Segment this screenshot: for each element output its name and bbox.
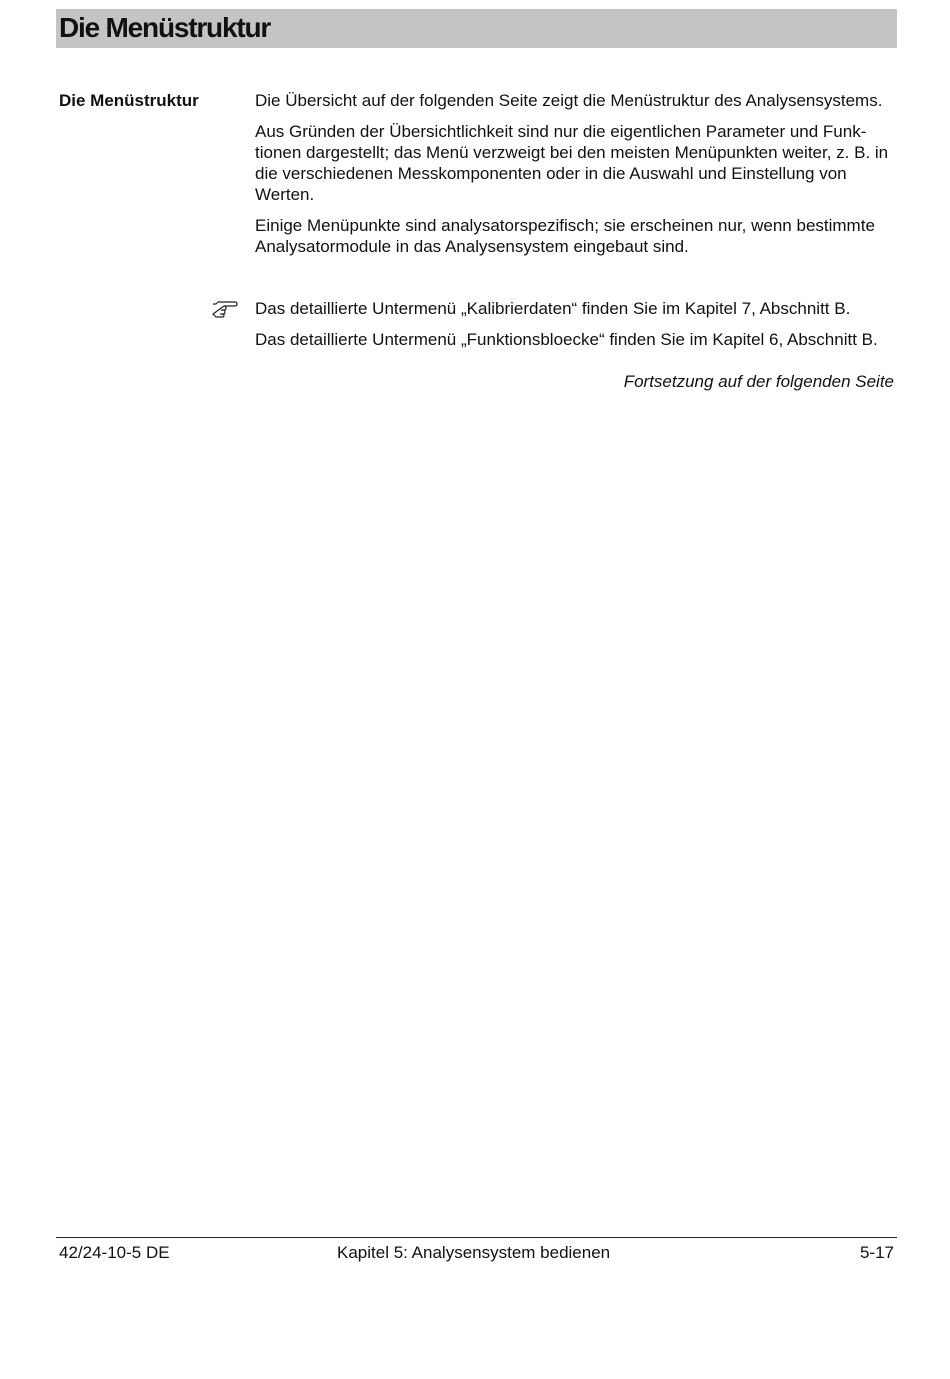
pointing-hand-icon — [212, 298, 238, 318]
footer-divider — [56, 1237, 897, 1238]
footer-page-number: 5-17 — [859, 1243, 894, 1262]
footer-doc-number: 42/24-10-5 DE — [59, 1243, 170, 1262]
notes-list — [255, 298, 903, 360]
page-title: Die Menüstruktur — [59, 12, 271, 43]
note-item: Das detaillierte Untermenü „Kalibrierdaten“ finden Sie im Kapitel 7, Abschnitt B. — [255, 299, 851, 318]
paragraph-analyzer-specific: Einige Menüpunkte sind analysatorspezifisch; sie erscheinen nur, wenn bestimmte Analysatormodule in das Analysensystem eingebaut sind. — [255, 216, 875, 256]
paragraph-clarity: Aus Gründen der Übersichtlichkeit sind nur die eigentlichen Parameter und Funktionen dargestellt; das Menü verzweigt bei den meisten Menüpunkten weiter, z. B. in die verschiedenen Messkomponenten oder in die Auswahl und Einstellung von Werten. — [255, 122, 889, 204]
note-item: Das detaillierte Untermenü „Funktionsbloecke“ finden Sie im Kapitel 6, Abschnitt B. — [255, 330, 878, 349]
section-body — [255, 90, 903, 267]
section-side-heading: Die Menüstruktur — [59, 91, 199, 110]
footer-chapter: Kapitel 5: Analysensystem bedienen — [337, 1243, 611, 1262]
continuation-note: Fortsetzung auf der folgenden Seite — [623, 372, 894, 391]
paragraph-overview: Die Übersicht auf der folgenden Seite zeigt die Menüstruktur des Analysensystems. — [255, 91, 883, 110]
header-bar — [56, 9, 897, 48]
